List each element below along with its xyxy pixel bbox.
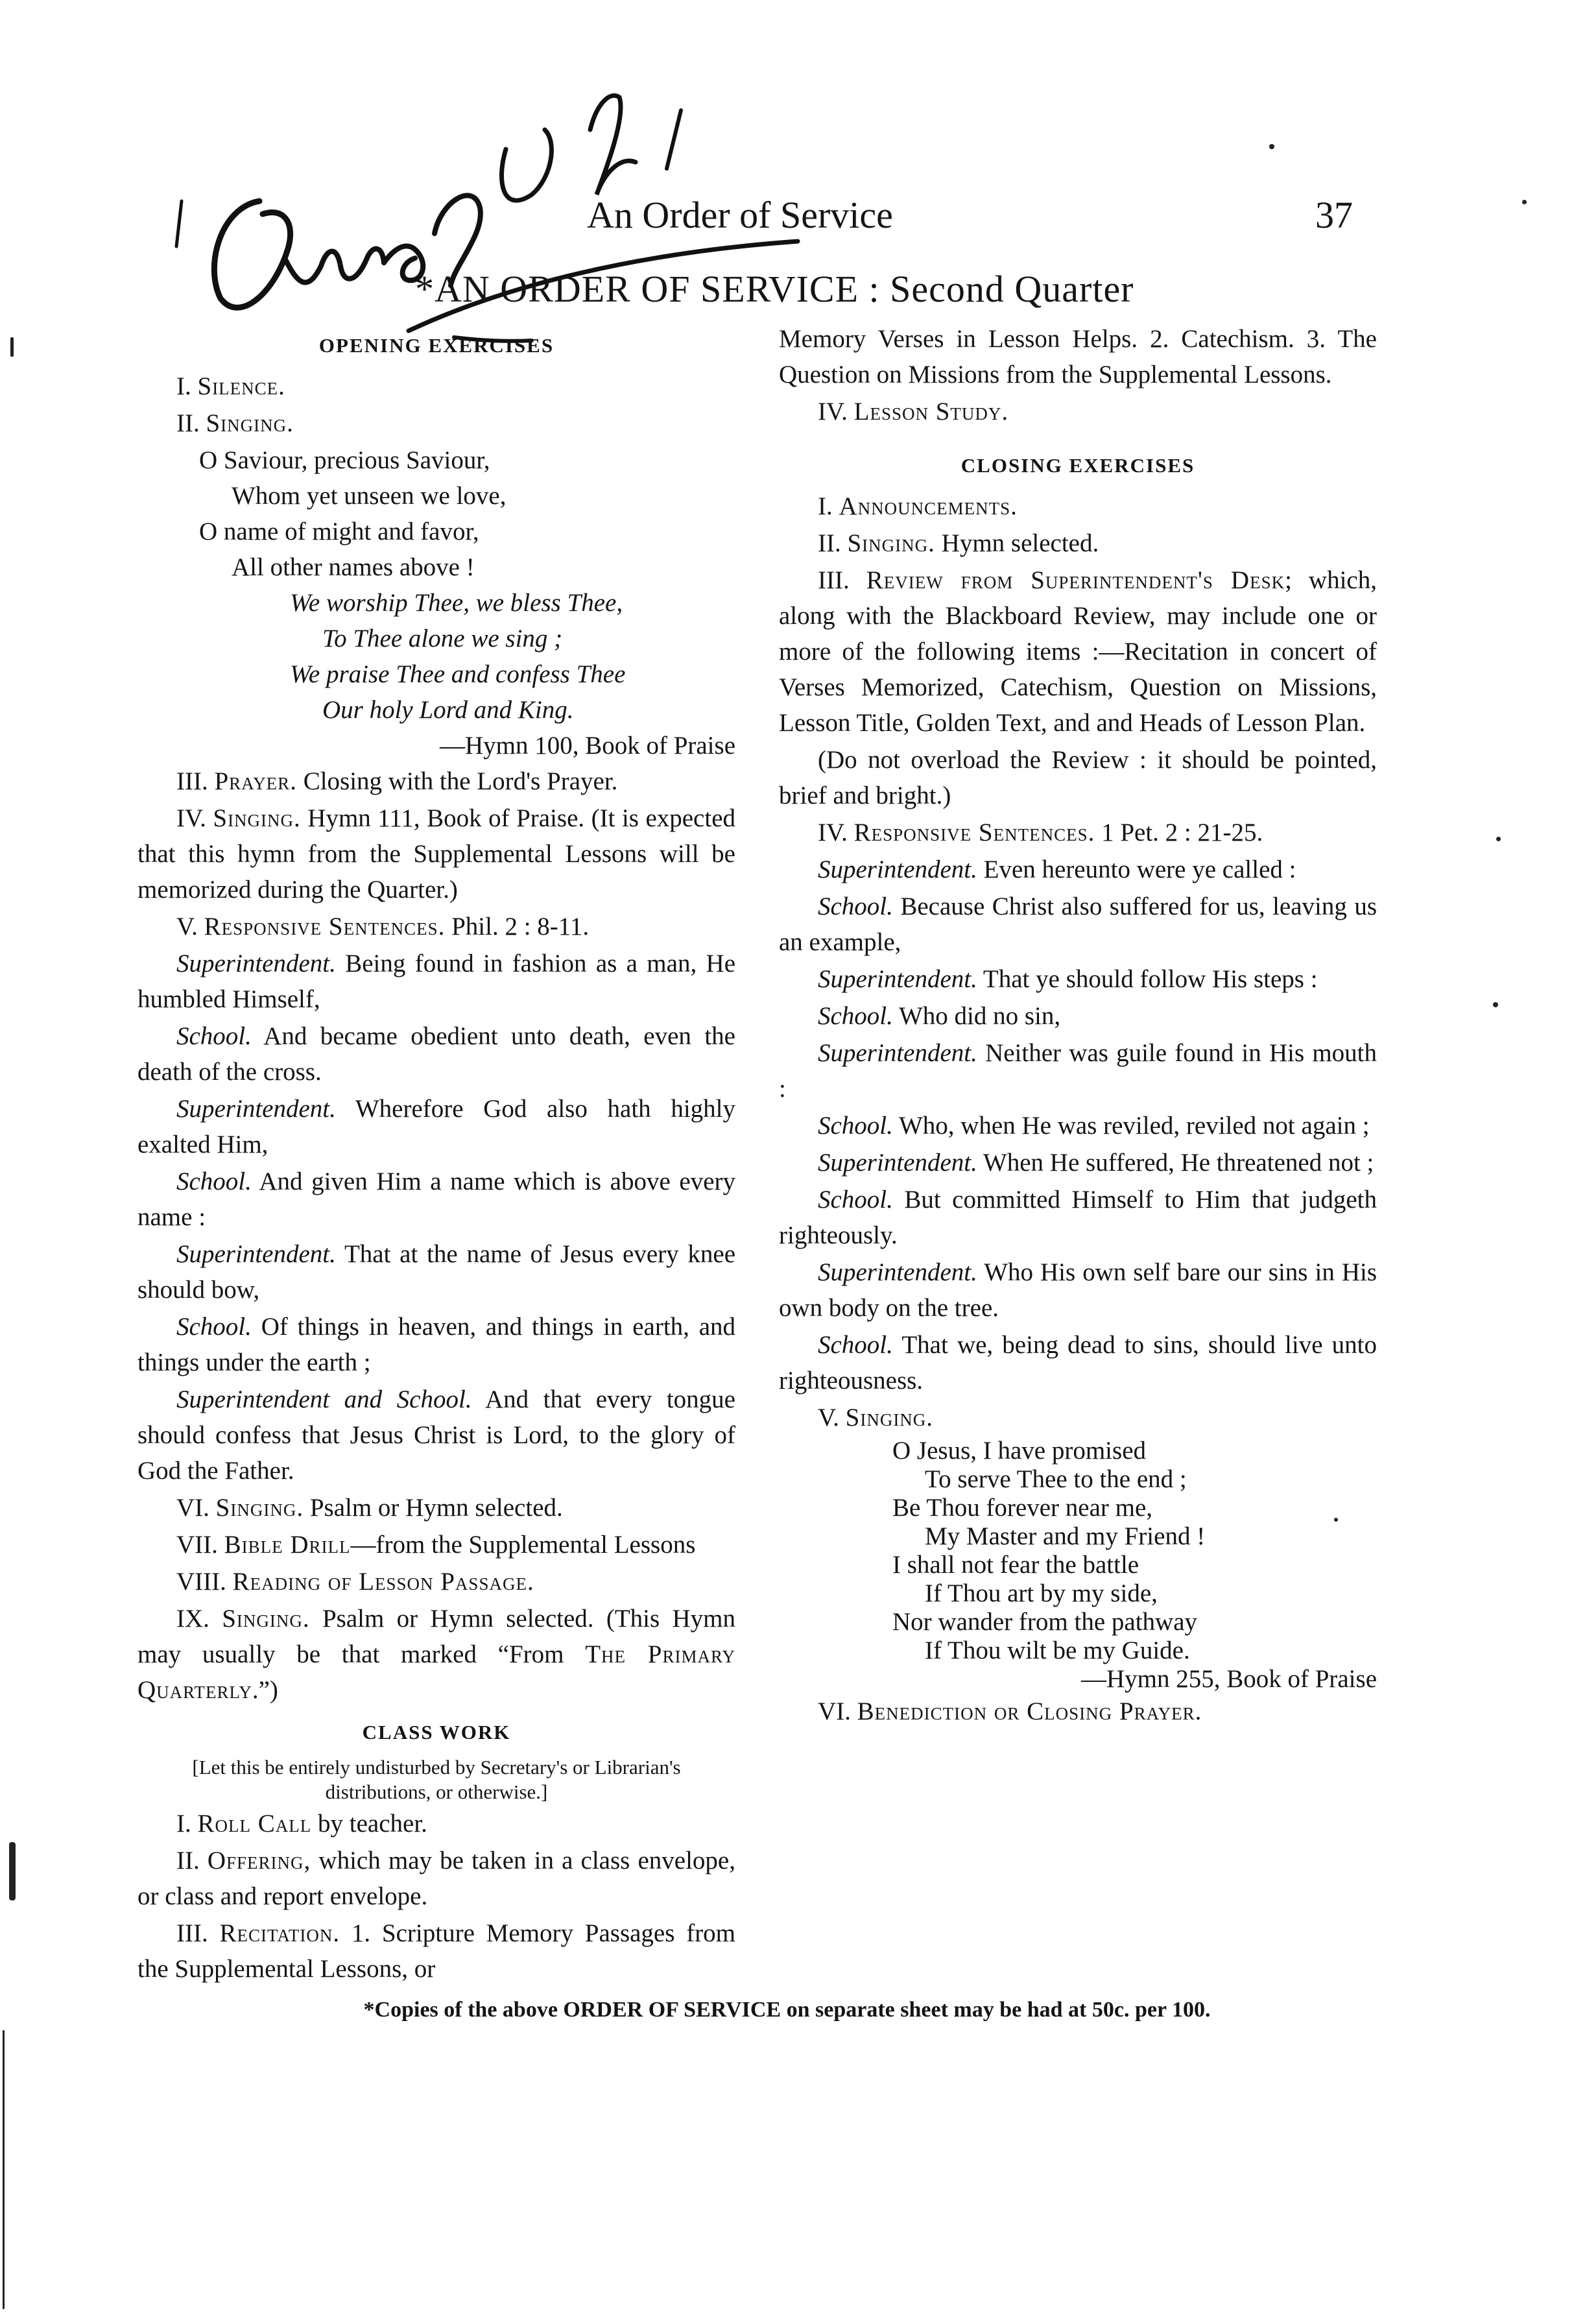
item-singing-final: V. Singing. bbox=[818, 1404, 934, 1432]
item-responsive-sentences-2: IV. Responsive Sentences. 1 Pet. 2 : 21-25. bbox=[818, 819, 1263, 846]
verse-line: All other names above ! bbox=[232, 553, 475, 581]
scan-speck bbox=[1493, 1002, 1498, 1007]
item-singing-selected: II. Singing. Hymn selected. bbox=[818, 529, 1099, 557]
class-work-heading: CLASS WORK bbox=[362, 1721, 511, 1743]
item-recitation: III. Recitation. 1. Scripture Memory Passages from the Supplemental Lessons, or bbox=[137, 1919, 736, 1983]
running-title: An Order of Service bbox=[587, 194, 893, 236]
hymn-attribution: —Hymn 100, Book of Praise bbox=[439, 732, 735, 760]
right-column bbox=[779, 321, 1377, 1731]
response-line: Superintendent. Who His own self bare our sins in His own body on the tree. bbox=[779, 1258, 1377, 1322]
item-responsive-sentences: V. Responsive Sentences. Phil. 2 : 8-11. bbox=[176, 913, 590, 940]
main-heading bbox=[415, 265, 1134, 314]
item-lesson-study: IV. Lesson Study. bbox=[818, 398, 1009, 425]
item-prayer: III. Prayer. Closing with the Lord's Prayer. bbox=[176, 767, 618, 795]
item-psalm-or-hymn: VI. Singing. Psalm or Hymn selected. bbox=[176, 1494, 563, 1522]
item-roll-call: I. Roll Call by teacher. bbox=[176, 1810, 427, 1838]
footnote: *Copies of the above ORDER OF SERVICE on separate sheet may be had at 50c. per 100. bbox=[363, 1998, 1211, 2022]
scan-speck bbox=[10, 337, 14, 357]
hymn-verse-2 bbox=[779, 1437, 1377, 1694]
verse-line: If Thou wilt be my Guide. bbox=[925, 1636, 1190, 1664]
response-line: School. And became obedient unto death, even the death of the cross. bbox=[137, 1022, 735, 1086]
verse-line: O Saviour, precious Saviour, bbox=[199, 446, 490, 474]
item-benediction: VI. Benediction or Closing Prayer. bbox=[818, 1697, 1202, 1725]
verse-line: Our holy Lord and King. bbox=[322, 696, 574, 724]
verse-line: Whom yet unseen we love, bbox=[232, 482, 507, 510]
opening-exercises-heading: OPENING EXERCISES bbox=[318, 334, 554, 357]
item-announcements: I. Announcements. bbox=[818, 492, 1018, 520]
running-head bbox=[0, 189, 1574, 248]
main-heading-suffix: Second Quarter bbox=[890, 268, 1134, 310]
response-line: Superintendent. Wherefore God also hath highly exalted Him, bbox=[137, 1095, 735, 1158]
hymn-verse-1 bbox=[137, 442, 735, 763]
response-line: School. That we, being dead to sins, should live unto righteousness. bbox=[779, 1331, 1377, 1395]
item-review: III. Review from Superintendent's Desk; which, along with the Blackboard Review, may include one or more of the following items :—Recitation in concert of Verses Memorized, Catechism, Question on Missions, Lesson Title, Golden Text, and and Heads of Lesson Plan. bbox=[779, 566, 1377, 737]
item-bible-drill: VII. Bible Drill—from the Supplemental Lessons bbox=[176, 1531, 696, 1559]
verse-line: O name of might and favor, bbox=[199, 518, 479, 545]
verse-line: My Master and my Friend ! bbox=[925, 1522, 1206, 1550]
scan-speck bbox=[1522, 200, 1527, 204]
response-line: Superintendent and School. And that every tongue should confess that Jesus Christ is Lord, to the glory of God the Father. bbox=[137, 1385, 735, 1485]
response-line: School. Of things in heaven, and things in earth, and things under the earth ; bbox=[137, 1313, 736, 1376]
response-line: Superintendent. Even hereunto were ye called : bbox=[818, 856, 1296, 883]
item-silence: I. Silence. bbox=[176, 372, 285, 400]
response-line: Superintendent. When He suffered, He threatened not ; bbox=[818, 1149, 1374, 1177]
response-line: Superintendent. That at the name of Jesus every knee should bow, bbox=[137, 1240, 735, 1304]
verse-line: I shall not fear the battle bbox=[892, 1551, 1139, 1579]
verse-line: If Thou art by my side, bbox=[925, 1579, 1158, 1607]
class-work-note: [Let this be entirely undisturbed by Secretary's or Librarian's distributions, or otherwise.] bbox=[192, 1756, 681, 1803]
response-line: School. And given Him a name which is above every name : bbox=[137, 1168, 735, 1231]
item-singing-2: IX. Singing. Psalm or Hymn selected. (This Hymn may usually be that marked “From The Primary Quarterly.”) bbox=[137, 1605, 736, 1704]
hymn-attribution: —Hymn 255, Book of Praise bbox=[1080, 1665, 1377, 1693]
item-singing: II. Singing. bbox=[176, 409, 294, 437]
scan-speck bbox=[3, 2030, 5, 2309]
verse-line: Be Thou forever near me, bbox=[892, 1494, 1153, 1522]
response-line: Superintendent. Neither was guile found in His mouth : bbox=[779, 1039, 1377, 1103]
verse-line: We worship Thee, we bless Thee, bbox=[290, 589, 623, 617]
response-line: Superintendent. That ye should follow His steps : bbox=[818, 965, 1318, 993]
verse-line: Nor wander from the pathway bbox=[892, 1608, 1197, 1636]
recitation-continued: Memory Verses in Lesson Helps. 2. Catechism. 3. The Question on Missions from the Supplemental Lessons. bbox=[779, 325, 1377, 389]
scan-speck bbox=[1334, 1518, 1338, 1522]
left-column bbox=[137, 321, 735, 1988]
response-line: School. But committed Himself to Him that judgeth righteously. bbox=[779, 1186, 1377, 1249]
verse-line: O Jesus, I have promised bbox=[892, 1437, 1147, 1465]
item-singing-hymn: IV. Singing. Hymn 111, Book of Praise. (It is expected that this hymn from the Supplemental Lessons will be memorized during the Quarter.) bbox=[137, 804, 736, 904]
review-note: (Do not overload the Review : it should be pointed, brief and bright.) bbox=[779, 746, 1377, 809]
response-line: School. Who, when He was reviled, reviled not again ; bbox=[818, 1112, 1370, 1140]
response-line: School. Who did no sin, bbox=[818, 1002, 1061, 1030]
verse-line: We praise Thee and confess Thee bbox=[290, 660, 626, 688]
closing-exercises-heading: CLOSING EXERCISES bbox=[960, 454, 1195, 477]
verse-line: To serve Thee to the end ; bbox=[925, 1465, 1187, 1493]
main-heading-prefix: *AN ORDER OF SERVICE : bbox=[415, 268, 880, 310]
response-line: Superintendent. Being found in fashion as a man, He humbled Himself, bbox=[137, 950, 736, 1013]
scan-speck bbox=[1496, 837, 1501, 841]
item-offering: II. Offering, which may be taken in a class envelope, or class and report envelope. bbox=[137, 1847, 735, 1910]
item-reading: VIII. Reading of Lesson Passage. bbox=[176, 1568, 534, 1596]
scan-speck bbox=[1269, 144, 1274, 149]
response-line: School. Because Christ also suffered for us, leaving us an example, bbox=[779, 892, 1377, 956]
page-number: 37 bbox=[1315, 194, 1353, 236]
scan-speck bbox=[9, 1842, 16, 1900]
verse-line: To Thee alone we sing ; bbox=[322, 625, 563, 653]
